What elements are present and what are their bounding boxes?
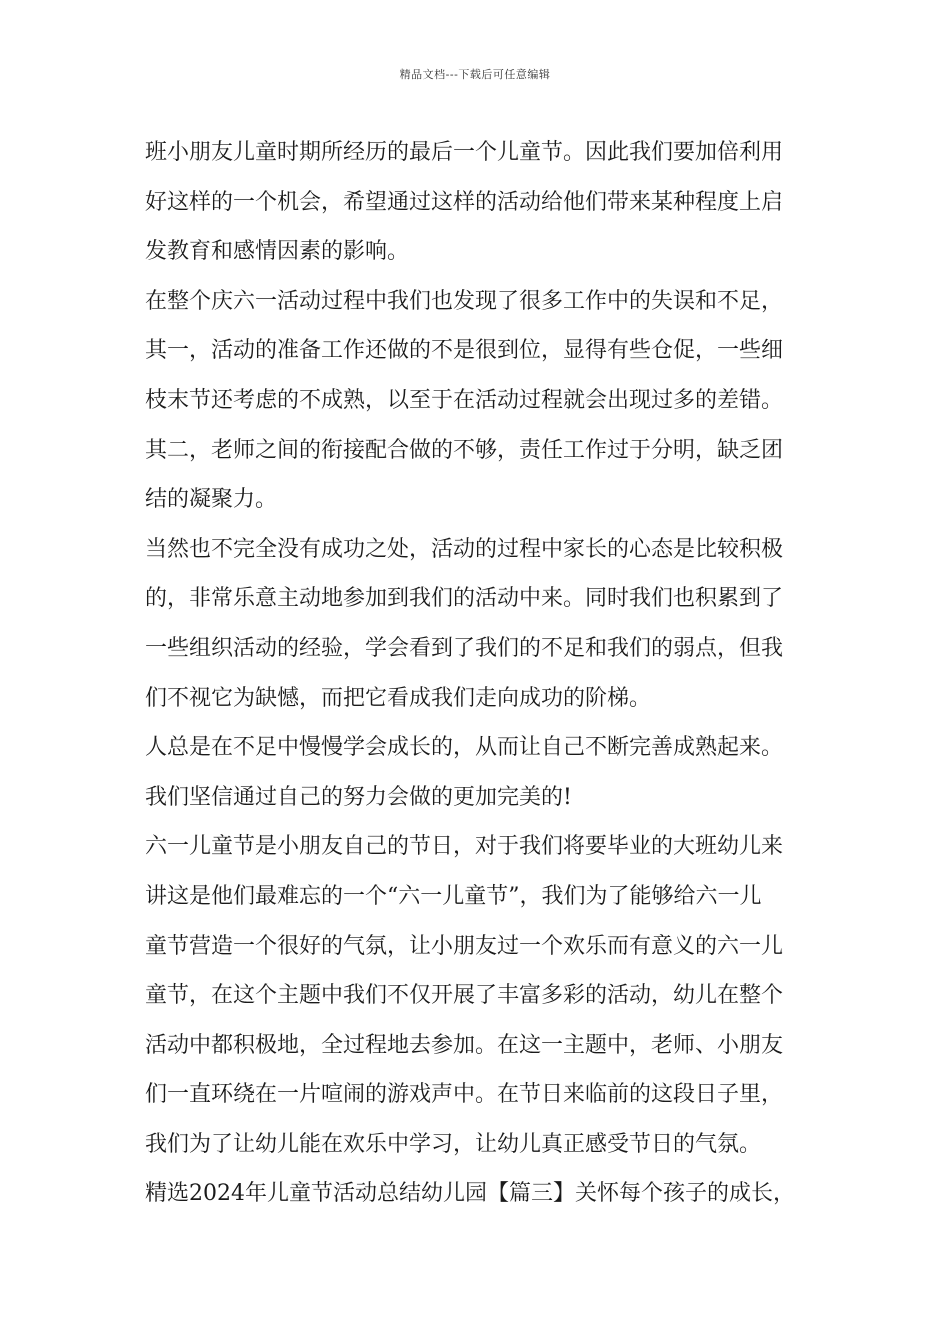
document-body [145,128,810,1219]
text-line: 我们坚信通过自己的努力会做的更加完美的! [145,784,572,810]
text-line: 在整个庆六一活动过程中我们也发现了很多工作中的失误和不足， [145,288,784,314]
text-line: 当然也不完全没有成功之处，活动的过程中家长的心态是比较积极 [145,536,784,562]
text-line: 讲这是他们最难忘的一个“六一儿童节”，我们为了能够给六一儿 [145,883,762,909]
text-line: 活动中都积极地，全过程地去参加。在这一主题中，老师、小朋友 [145,1032,784,1058]
text-line: 好这样的一个机会，希望通过这样的活动给他们带来某种程度上启 [145,189,784,215]
text-line: 班小朋友儿童时期所经历的最后一个儿童节。因此我们要加倍利用 [145,140,784,165]
text-line: 其二，老师之间的衔接配合做的不够，责任工作过于分明，缺乏团 [145,437,784,463]
text-line: 童节，在这个主题中我们不仅开展了丰富多彩的活动，幼儿在整个 [145,983,784,1009]
text-line: 们不视它为缺憾，而把它看成我们走向成功的阶梯。 [145,685,652,711]
text-line: 人总是在不足中慢慢学会成长的，从而让自己不断完善成熟起来。 [145,735,784,761]
text-line: 的，非常乐意主动地参加到我们的活动中来。同时我们也积累到了 [145,586,784,612]
text-line: 我们为了让幼儿能在欢乐中学习，让幼儿真正感受节日的气氛。 [145,1131,762,1157]
text-line: 六一儿童节是小朋友自己的节日，对于我们将要毕业的大班幼儿来 [145,834,784,860]
text-line: 枝末节还考虑的不成熟，以至于在活动过程就会出现过多的差错。 [145,387,784,413]
text-line: 发教育和感情因素的影响。 [145,239,410,265]
text-line: 结的凝聚力。 [145,487,278,513]
text-line: 精选2024年儿童节活动总结幼儿园【篇三】关怀每个孩子的成长， [145,1181,795,1207]
text-line: 一些组织活动的经验，学会看到了我们的不足和我们的弱点，但我 [145,635,784,661]
text-line: 童节营造一个很好的气氛，让小朋友过一个欢乐而有意义的六一儿 [145,933,784,959]
text-line: 其一，活动的准备工作还做的不是很到位，显得有些仓促，一些细 [145,338,784,364]
text-line: 们一直环绕在一片喧闹的游戏声中。在节日来临前的这段日子里， [145,1082,784,1108]
page-header: 精品文档---下载后可任意编辑 [399,68,551,81]
